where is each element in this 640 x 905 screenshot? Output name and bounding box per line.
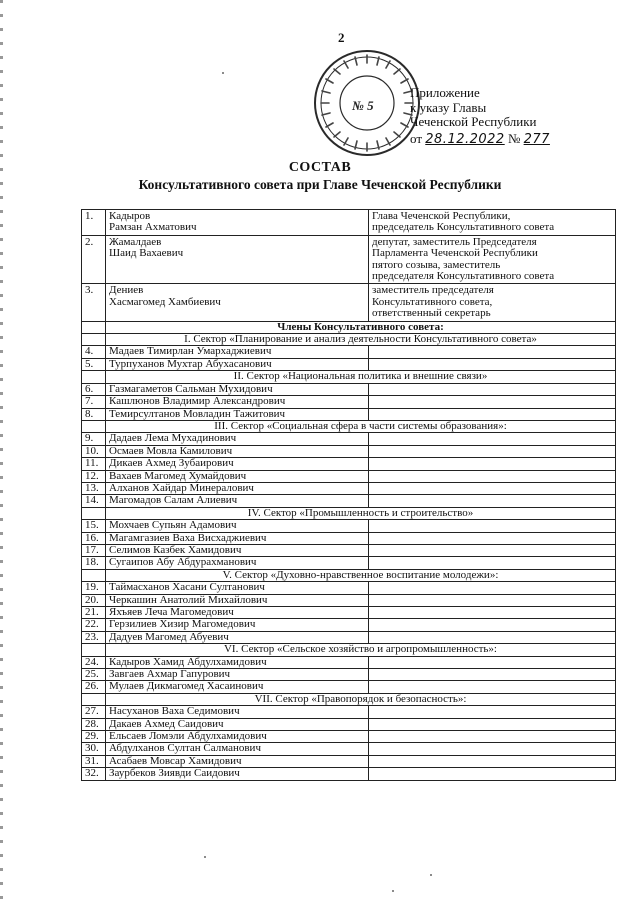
decree-number: 277 — [523, 131, 550, 147]
row-number: 8. — [82, 408, 106, 420]
member-position-line: пятого созыва, заместитель — [372, 258, 501, 271]
member-name: Герзилиев Хизир Магомедович — [106, 619, 369, 631]
table-row — [82, 210, 616, 236]
row-number: 20. — [82, 594, 106, 606]
member-position-empty — [369, 396, 616, 408]
member-name: Абдулханов Султан Салманович — [106, 743, 369, 755]
member-name: Ельсаев Ломэли Абдулхамидович — [106, 731, 369, 743]
official-seal — [312, 48, 422, 158]
row-number: 27. — [82, 706, 106, 718]
table-row — [82, 408, 616, 420]
member-name: Селимов Казбек Хамидович — [106, 544, 369, 556]
table-row — [82, 396, 616, 408]
row-number-empty — [82, 693, 106, 705]
table-row — [82, 544, 616, 556]
row-number: 6. — [82, 383, 106, 395]
row-number: 28. — [82, 718, 106, 730]
member-name-line: Шаид Вахаевич — [109, 247, 184, 260]
member-position-empty — [369, 706, 616, 718]
member-position-line: председатель Консультативного совета — [372, 221, 555, 234]
table-row — [82, 681, 616, 693]
table-row — [82, 656, 616, 668]
member-name: Мохчаев Супьян Адамович — [106, 520, 369, 532]
member-position — [369, 235, 616, 284]
members-header: Члены Консультативного совета: — [106, 321, 616, 333]
member-name-line: Хасмагомед Хамбиевич — [109, 295, 221, 308]
row-number: 13. — [82, 482, 106, 494]
sector-title: V. Сектор «Духовно-нравственное воспитание молодежи»: — [106, 569, 616, 581]
member-position-line: ответственный секретарь — [372, 307, 491, 320]
table-row — [82, 482, 616, 494]
sector-row — [82, 420, 616, 432]
member-position-empty — [369, 669, 616, 681]
table-row — [82, 743, 616, 755]
member-name: Дадаев Лема Мухадинович — [106, 433, 369, 445]
row-number: 5. — [82, 358, 106, 370]
member-name: Кадыров Хамид Абдулхамидович — [106, 656, 369, 668]
member-position-line: депутат, заместитель Председателя — [372, 235, 537, 248]
row-number-empty — [82, 371, 106, 383]
members-header-row — [82, 321, 616, 333]
table-row — [82, 284, 616, 321]
row-number: 10. — [82, 445, 106, 457]
scan-speck — [204, 856, 206, 858]
sector-title: VII. Сектор «Правопорядок и безопасность»: — [106, 693, 616, 705]
row-number: 14. — [82, 495, 106, 507]
member-position-empty — [369, 408, 616, 420]
member-name: Алханов Хайдар Минералович — [106, 482, 369, 494]
member-position-line: Консультативного совета, — [372, 295, 493, 308]
row-number: 23. — [82, 631, 106, 643]
member-position-line: заместитель председателя — [372, 284, 494, 297]
member-name: Магомадов Салам Алиевич — [106, 495, 369, 507]
member-position-empty — [369, 731, 616, 743]
appendix-date-line — [410, 132, 630, 148]
member-position-empty — [369, 458, 616, 470]
sector-row — [82, 507, 616, 519]
table-row — [82, 532, 616, 544]
member-name: Кашлюнов Владимир Александрович — [106, 396, 369, 408]
member-name-line: Кадыров — [109, 210, 151, 222]
appendix-block — [410, 86, 630, 147]
sector-row — [82, 693, 616, 705]
member-position-line: председателя Консультативного совета — [372, 270, 555, 283]
row-number-empty — [82, 569, 106, 581]
council-composition-table — [81, 209, 616, 781]
member-name: Завгаев Ахмар Гапурович — [106, 669, 369, 681]
member-name: Черкашин Анатолий Михайлович — [106, 594, 369, 606]
member-position — [369, 284, 616, 321]
row-number: 3. — [82, 284, 106, 321]
row-number-empty — [82, 507, 106, 519]
table-row — [82, 557, 616, 569]
table-row — [82, 358, 616, 370]
member-position-empty — [369, 768, 616, 780]
member-name: Вахаев Магомед Хумайдович — [106, 470, 369, 482]
sector-title: IV. Сектор «Промышленность и строительство» — [106, 507, 616, 519]
member-position-empty — [369, 743, 616, 755]
member-name — [106, 210, 369, 236]
member-position-empty — [369, 681, 616, 693]
table-row — [82, 607, 616, 619]
appendix-line-2: к указу Главы — [410, 99, 487, 115]
table-row — [82, 631, 616, 643]
row-number-empty — [82, 334, 106, 346]
row-number: 9. — [82, 433, 106, 445]
table-row — [82, 619, 616, 631]
member-name: Асабаев Мовсар Хамидович — [106, 755, 369, 767]
row-number: 24. — [82, 656, 106, 668]
member-name: Мулаев Дикмагомед Хасаинович — [106, 681, 369, 693]
sector-row — [82, 644, 616, 656]
member-position-empty — [369, 631, 616, 643]
member-position-empty — [369, 532, 616, 544]
member-position-empty — [369, 718, 616, 730]
row-number-empty — [82, 644, 106, 656]
sector-title: I. Сектор «Планирование и анализ деятельности Консультативного совета» — [106, 334, 616, 346]
row-number: 31. — [82, 755, 106, 767]
member-name: Дадуев Магомед Абуевич — [106, 631, 369, 643]
member-name-line: Жамалдаев — [109, 235, 162, 248]
table-row — [82, 594, 616, 606]
member-name: Заурбеков Зиявди Саидович — [106, 768, 369, 780]
member-name: Осмаев Мовла Камилович — [106, 445, 369, 457]
sector-title: II. Сектор «Национальная политика и внешние связи» — [106, 371, 616, 383]
scan-edge-artifact — [0, 0, 3, 905]
member-name-line: Рамзан Ахматович — [109, 221, 197, 234]
row-number: 11. — [82, 458, 106, 470]
row-number: 12. — [82, 470, 106, 482]
member-position-empty — [369, 755, 616, 767]
member-position-empty — [369, 544, 616, 556]
row-number: 19. — [82, 582, 106, 594]
date-prefix: от — [410, 130, 426, 146]
seal-number: № 5 — [352, 98, 374, 113]
member-position-empty — [369, 358, 616, 370]
row-number: 1. — [82, 210, 106, 236]
member-position-empty — [369, 433, 616, 445]
row-number-empty — [82, 321, 106, 333]
member-name: Темирсултанов Мовладин Тажитович — [106, 408, 369, 420]
member-name: Таймасханов Хасани Султанович — [106, 582, 369, 594]
row-number: 26. — [82, 681, 106, 693]
member-name: Насуханов Ваха Седимович — [106, 706, 369, 718]
member-position-line: Глава Чеченской Республики, — [372, 210, 511, 222]
row-number: 18. — [82, 557, 106, 569]
member-name: Турпуханов Мухтар Абухасанович — [106, 358, 369, 370]
table-row — [82, 346, 616, 358]
member-position-empty — [369, 495, 616, 507]
sector-title: III. Сектор «Социальная сфера в части системы образования»: — [106, 420, 616, 432]
member-name: Газмагаметов Сальман Мухидович — [106, 383, 369, 395]
member-position-empty — [369, 445, 616, 457]
table-body — [82, 210, 616, 781]
table-row — [82, 755, 616, 767]
table-row — [82, 383, 616, 395]
decree-date: 28.12.2022 — [425, 131, 505, 147]
member-position-empty — [369, 470, 616, 482]
table-row — [82, 433, 616, 445]
row-number: 7. — [82, 396, 106, 408]
member-name: Дикаев Ахмед Зубаирович — [106, 458, 369, 470]
member-name-line: Дениев — [109, 284, 144, 297]
table-row — [82, 669, 616, 681]
member-position-empty — [369, 520, 616, 532]
member-name — [106, 235, 369, 284]
row-number: 15. — [82, 520, 106, 532]
appendix-line-3: Чеченской Республики — [410, 114, 537, 129]
sector-row — [82, 371, 616, 383]
row-number: 25. — [82, 669, 106, 681]
row-number: 30. — [82, 743, 106, 755]
table-row — [82, 445, 616, 457]
member-position-line: Парламента Чеченской Республики — [372, 247, 538, 260]
table-row — [82, 768, 616, 780]
table-row — [82, 706, 616, 718]
table-row — [82, 731, 616, 743]
row-number: 16. — [82, 532, 106, 544]
member-position-empty — [369, 346, 616, 358]
table-row — [82, 495, 616, 507]
sector-title: VI. Сектор «Сельское хозяйство и агропромышленность»: — [106, 644, 616, 656]
sector-row — [82, 334, 616, 346]
row-number: 32. — [82, 768, 106, 780]
member-name: Сугаипов Абу Абдурахманович — [106, 557, 369, 569]
member-position-empty — [369, 619, 616, 631]
member-name: Яхъяев Леча Магомедович — [106, 607, 369, 619]
row-number: 17. — [82, 544, 106, 556]
table-row — [82, 520, 616, 532]
member-position-empty — [369, 607, 616, 619]
row-number: 4. — [82, 346, 106, 358]
document-title: СОСТАВ — [288, 160, 352, 175]
scan-speck — [392, 890, 394, 892]
table-row — [82, 235, 616, 284]
number-prefix: № — [504, 130, 524, 146]
member-name: Дакаев Ахмед Саидович — [106, 718, 369, 730]
member-position-empty — [369, 383, 616, 395]
table-row — [82, 470, 616, 482]
member-position — [369, 210, 616, 236]
member-name: Магамгазиев Ваха Висхаджиевич — [106, 532, 369, 544]
member-position-empty — [369, 582, 616, 594]
appendix-line-1: Приложение — [410, 85, 480, 100]
page-number: 2 — [338, 30, 345, 45]
member-position-empty — [369, 482, 616, 494]
row-number: 22. — [82, 619, 106, 631]
table-row — [82, 718, 616, 730]
member-position-empty — [369, 656, 616, 668]
sector-row — [82, 569, 616, 581]
document-subtitle: Консультативного совета при Главе Чеченской Республики — [138, 177, 502, 192]
member-name: Мадаев Тимирлан Умархаджиевич — [106, 346, 369, 358]
row-number: 29. — [82, 731, 106, 743]
row-number-empty — [82, 420, 106, 432]
table-row — [82, 582, 616, 594]
scan-speck — [430, 874, 432, 876]
member-position-empty — [369, 594, 616, 606]
member-position-empty — [369, 557, 616, 569]
row-number: 21. — [82, 607, 106, 619]
table-row — [82, 458, 616, 470]
row-number: 2. — [82, 235, 106, 284]
scan-speck — [222, 72, 224, 74]
member-name — [106, 284, 369, 321]
